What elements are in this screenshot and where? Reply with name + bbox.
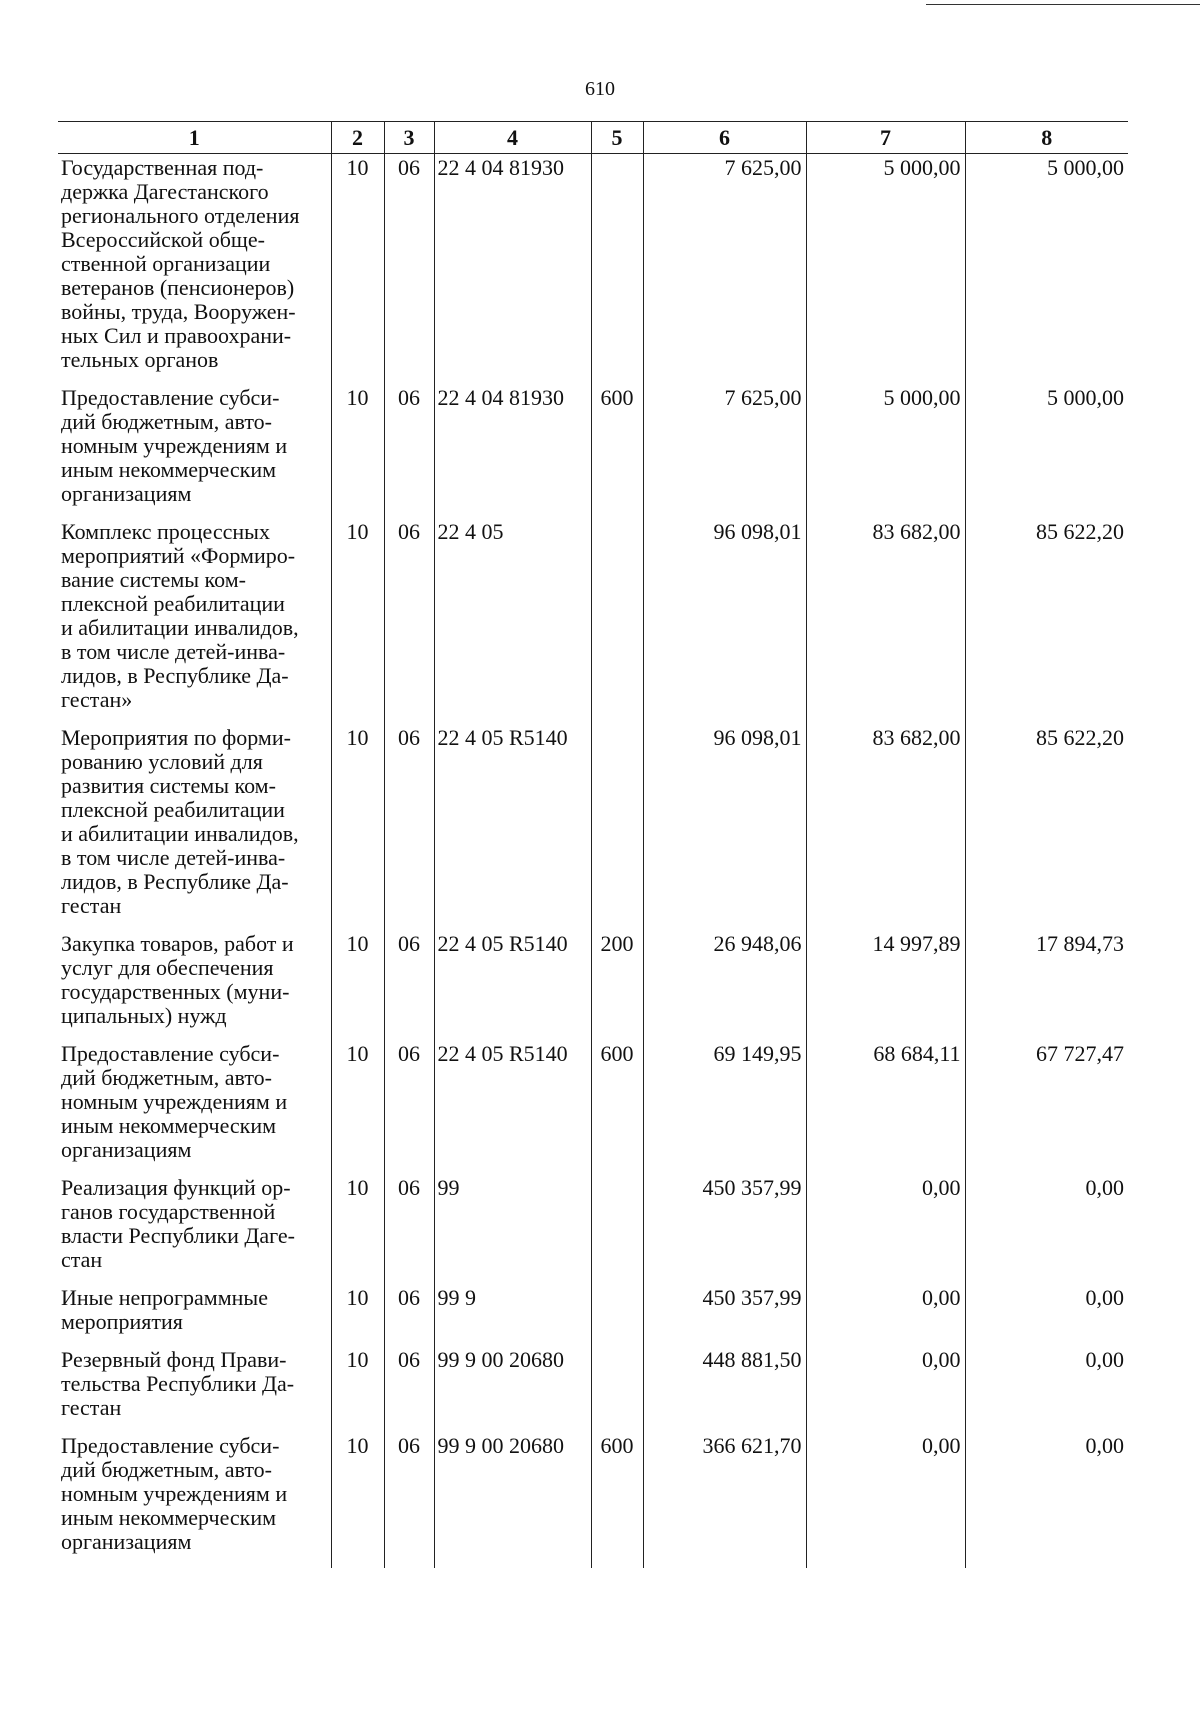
section-code: 10 [331, 1040, 384, 1174]
target-article-code: 22 4 05 R5140 [434, 724, 591, 930]
expense-type-code [591, 518, 643, 724]
amount-col7: 0,00 [806, 1174, 965, 1284]
subsection-code: 06 [384, 518, 434, 724]
subsection-code: 06 [384, 930, 434, 1040]
amount-col8: 17 894,73 [965, 930, 1128, 1040]
subsection-code: 06 [384, 1040, 434, 1174]
expense-type-code [591, 1174, 643, 1284]
table-row [58, 1432, 1128, 1568]
table-body [58, 154, 1128, 1569]
row-name: Комплекс процессных мероприятий «Формиро- вание системы ком- плексной реабилитации и абилитации инвалидов, в том числе детей-инва- лидов, в Республике Да- гестан» [61, 519, 299, 712]
top-rule [926, 4, 1200, 5]
amount-col7: 83 682,00 [806, 724, 965, 930]
table-row [58, 930, 1128, 1040]
amount-col7: 83 682,00 [806, 518, 965, 724]
subsection-code: 06 [384, 154, 434, 385]
section-code: 10 [331, 1174, 384, 1284]
amount-col8: 0,00 [965, 1432, 1128, 1568]
subsection-code: 06 [384, 384, 434, 518]
amount-col8: 85 622,20 [965, 518, 1128, 724]
amount-col7: 68 684,11 [806, 1040, 965, 1174]
expense-type-code [591, 1346, 643, 1432]
amount-col8: 0,00 [965, 1346, 1128, 1432]
amount-col6: 7 625,00 [643, 154, 806, 385]
target-article-code: 99 [434, 1174, 591, 1284]
table-row [58, 1174, 1128, 1284]
amount-col7: 0,00 [806, 1432, 965, 1568]
amount-col8: 5 000,00 [965, 154, 1128, 385]
table-row [58, 1040, 1128, 1174]
table-row [58, 154, 1128, 385]
section-code: 10 [331, 154, 384, 385]
section-code: 10 [331, 384, 384, 518]
amount-col6: 26 948,06 [643, 930, 806, 1040]
section-code: 10 [331, 930, 384, 1040]
column-header: 7 [806, 122, 965, 154]
column-header: 1 [58, 122, 331, 154]
target-article-code: 99 9 [434, 1284, 591, 1346]
target-article-code: 22 4 04 81930 [434, 154, 591, 385]
section-code: 10 [331, 1432, 384, 1568]
amount-col6: 69 149,95 [643, 1040, 806, 1174]
subsection-code: 06 [384, 1174, 434, 1284]
page-number: 610 [585, 78, 615, 100]
amount-col7: 0,00 [806, 1284, 965, 1346]
amount-col7: 5 000,00 [806, 384, 965, 518]
target-article-code: 22 4 04 81930 [434, 384, 591, 518]
target-article-code: 22 4 05 R5140 [434, 930, 591, 1040]
amount-col8: 0,00 [965, 1174, 1128, 1284]
table-row [58, 1284, 1128, 1346]
row-name: Государственная под- держка Дагестанского регионального отделения Всероссийской обще- ственной организации ветеранов (пенсионеров) войны, труда, Вооружен- ных Сил и правоохрани- тельных органов [61, 155, 300, 372]
expense-type-code [591, 1284, 643, 1346]
expense-type-code [591, 154, 643, 385]
expense-type-code [591, 724, 643, 930]
target-article-code: 99 9 00 20680 [434, 1346, 591, 1432]
column-header: 5 [591, 122, 643, 154]
subsection-code: 06 [384, 1284, 434, 1346]
section-code: 10 [331, 518, 384, 724]
table-row [58, 518, 1128, 724]
amount-col6: 450 357,99 [643, 1174, 806, 1284]
row-name: Закупка товаров, работ и услуг для обеспечения государственных (муни- ципальных) нужд [61, 931, 294, 1028]
amount-col7: 0,00 [806, 1346, 965, 1432]
row-name: Предоставление субси- дий бюджетным, авто- номным учреждениям и иным некоммерческим организациям [61, 1041, 288, 1162]
column-header: 8 [965, 122, 1128, 154]
amount-col6: 96 098,01 [643, 518, 806, 724]
amount-col8: 5 000,00 [965, 384, 1128, 518]
section-code: 10 [331, 1284, 384, 1346]
amount-col6: 366 621,70 [643, 1432, 806, 1568]
table-header [58, 122, 1128, 154]
subsection-code: 06 [384, 1432, 434, 1568]
column-header: 3 [384, 122, 434, 154]
amount-col7: 5 000,00 [806, 154, 965, 385]
amount-col6: 7 625,00 [643, 384, 806, 518]
column-header: 2 [331, 122, 384, 154]
section-code: 10 [331, 1346, 384, 1432]
amount-col6: 96 098,01 [643, 724, 806, 930]
table-row [58, 384, 1128, 518]
row-name: Предоставление субси- дий бюджетным, авто- номным учреждениям и иным некоммерческим организациям [61, 385, 288, 506]
amount-col8: 67 727,47 [965, 1040, 1128, 1174]
expense-type-code: 600 [591, 1040, 643, 1174]
expense-type-code: 600 [591, 1432, 643, 1568]
budget-table [58, 121, 1128, 1568]
header-row [58, 122, 1128, 154]
table-row [58, 1346, 1128, 1432]
column-header: 6 [643, 122, 806, 154]
target-article-code: 22 4 05 [434, 518, 591, 724]
expense-type-code: 600 [591, 384, 643, 518]
row-name: Реализация функций ор- ганов государственной власти Республики Даге- стан [61, 1175, 295, 1272]
row-name: Резервный фонд Прави- тельства Республики Да- гестан [61, 1347, 295, 1420]
amount-col6: 450 357,99 [643, 1284, 806, 1346]
expense-type-code: 200 [591, 930, 643, 1040]
target-article-code: 99 9 00 20680 [434, 1432, 591, 1568]
row-name: Иные непрограммные мероприятия [61, 1285, 268, 1334]
amount-col7: 14 997,89 [806, 930, 965, 1040]
row-name: Предоставление субси- дий бюджетным, авто- номным учреждениям и иным некоммерческим организациям [61, 1433, 288, 1554]
amount-col8: 0,00 [965, 1284, 1128, 1346]
target-article-code: 22 4 05 R5140 [434, 1040, 591, 1174]
subsection-code: 06 [384, 1346, 434, 1432]
subsection-code: 06 [384, 724, 434, 930]
table-row [58, 724, 1128, 930]
amount-col8: 85 622,20 [965, 724, 1128, 930]
section-code: 10 [331, 724, 384, 930]
amount-col6: 448 881,50 [643, 1346, 806, 1432]
row-name: Мероприятия по форми- рованию условий для развития системы ком- плексной реабилитации и абилитации инвалидов, в том числе детей-инва- лидов, в Республике Да- гестан [61, 725, 299, 918]
column-header: 4 [434, 122, 591, 154]
